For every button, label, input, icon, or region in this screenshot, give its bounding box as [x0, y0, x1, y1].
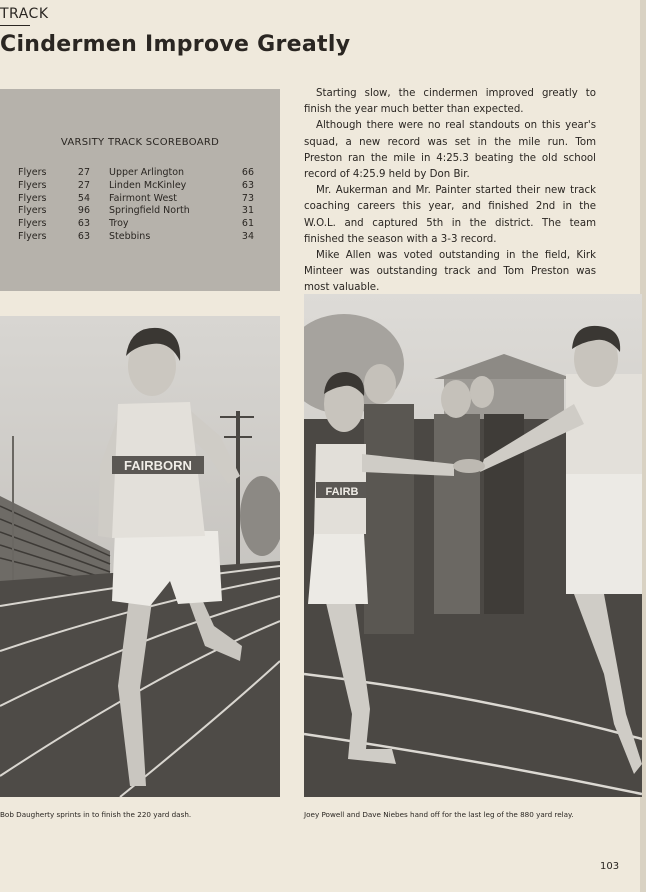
- scoreboard-rows: [18, 167, 254, 244]
- our-score: 27: [77, 179, 90, 191]
- opponent-score: 31: [241, 205, 254, 217]
- scoreboard-title: VARSITY TRACK SCOREBOARD: [60, 137, 220, 148]
- article-body: [304, 86, 596, 297]
- opponent-name: Stebbins: [109, 230, 151, 242]
- headline: Cindermen Improve Greatly: [0, 32, 351, 57]
- our-score: 63: [77, 218, 90, 230]
- opponent-score: 34: [241, 230, 254, 242]
- jersey-text: FAIRBORN: [124, 458, 192, 473]
- opponent-name: Fairmont West: [109, 192, 177, 204]
- score-row: [18, 193, 254, 206]
- score-row: [18, 167, 254, 180]
- left-photo-caption: Bob Daugherty sprints in to finish the 220 yard dash.: [0, 810, 192, 819]
- team-name: Flyers: [18, 205, 47, 217]
- score-row: [18, 205, 254, 218]
- right-photo-caption: Joey Powell and Dave Niebes hand off for the last leg of the 880 yard relay.: [304, 810, 574, 819]
- article-paragraph: Mike Allen was voted outstanding in the field, Kirk Minteer was outstanding track and Tom Preston was most valuable.: [304, 250, 596, 294]
- opponent-score: 63: [241, 179, 254, 191]
- opponent-name: Springfield North: [109, 205, 190, 217]
- article-paragraph: Although there were no real standouts on this year's squad, a new record was set in the mile run. Tom Preston ran the mile in 4:25.3 beating the old school record of 4:25.9 held by Don Bir.: [304, 120, 596, 181]
- our-score: 54: [77, 192, 90, 204]
- page-number: 103: [600, 861, 620, 872]
- score-row: [18, 218, 254, 231]
- team-name: Flyers: [18, 192, 47, 204]
- team-name: Flyers: [18, 230, 47, 242]
- sprinter-photo-image: [0, 316, 280, 797]
- article-paragraph: Starting slow, the cindermen improved greatly to finish the year much better than expected.: [304, 88, 596, 116]
- scoreboard-panel: [0, 89, 280, 291]
- team-name: Flyers: [18, 167, 47, 178]
- score-row: [18, 180, 254, 193]
- opponent-name: Troy: [109, 218, 129, 230]
- opponent-score: 61: [241, 218, 254, 230]
- relay-photo: [304, 294, 642, 797]
- relay-photo-image: [304, 294, 642, 797]
- our-score: 27: [77, 167, 90, 178]
- section-rule: [0, 25, 30, 26]
- sprinter-photo: [0, 316, 280, 797]
- score-row: [18, 231, 254, 244]
- section-label: TRACK: [0, 6, 49, 22]
- opponent-score: 73: [241, 192, 254, 204]
- opponent-name: Upper Arlington: [109, 167, 185, 178]
- jersey-text: FAIRB: [325, 486, 359, 498]
- team-name: Flyers: [18, 179, 47, 191]
- opponent-name: Linden McKinley: [109, 179, 187, 191]
- article-paragraph: Mr. Aukerman and Mr. Painter started their new track coaching careers this year, and finished 2nd in the W.O.L. and captured 5th in the district. The team finished the season with a 3-3 record.: [304, 185, 596, 245]
- our-score: 96: [77, 205, 90, 217]
- our-score: 63: [77, 230, 90, 242]
- team-name: Flyers: [18, 218, 47, 230]
- opponent-score: 66: [241, 167, 254, 178]
